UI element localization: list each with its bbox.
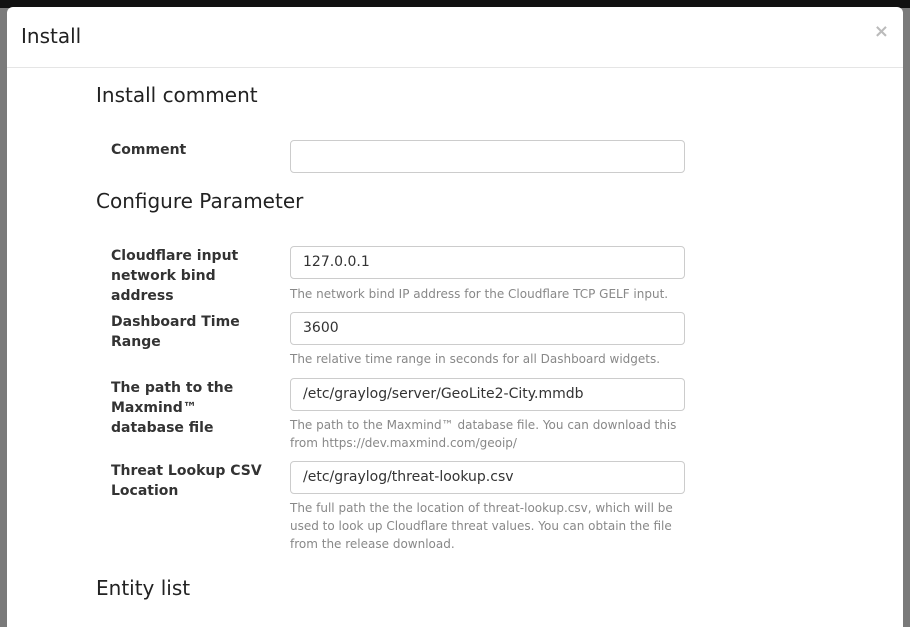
install-modal <box>7 7 903 627</box>
threat-csv-input[interactable] <box>290 461 685 494</box>
bind-address-help: The network bind IP address for the Cloudflare TCP GELF input. <box>290 287 669 301</box>
bind-address-label: Cloudflare input network bind address <box>111 248 239 304</box>
threat-csv-help: The full path the the location of threat-lookup.csv, which will be used to look up Cloudflare threat values. You can obtain the file from the release download. <box>290 501 673 551</box>
maxmind-path-label: The path to the Maxmind™ database file <box>111 380 234 436</box>
time-range-label: Dashboard Time Range <box>111 314 240 350</box>
bind-address-input[interactable] <box>290 246 685 279</box>
configure-parameter-heading: Configure Parameter <box>96 189 304 213</box>
comment-label: Comment <box>111 142 187 158</box>
maxmind-path-help: The path to the Maxmind™ database file. You can download this from https://dev.maxmind.com/geoip/ <box>290 418 677 450</box>
threat-csv-label: Threat Lookup CSV Location <box>111 463 262 499</box>
install-comment-heading: Install comment <box>96 83 258 107</box>
maxmind-path-input[interactable] <box>290 378 685 411</box>
modal-title: Install <box>21 24 82 48</box>
time-range-input[interactable] <box>290 312 685 345</box>
close-icon[interactable]: × <box>873 21 889 42</box>
comment-input[interactable] <box>290 140 685 173</box>
modal-header <box>7 7 903 68</box>
time-range-help: The relative time range in seconds for all Dashboard widgets. <box>290 352 661 366</box>
entity-list-heading: Entity list <box>96 576 191 600</box>
